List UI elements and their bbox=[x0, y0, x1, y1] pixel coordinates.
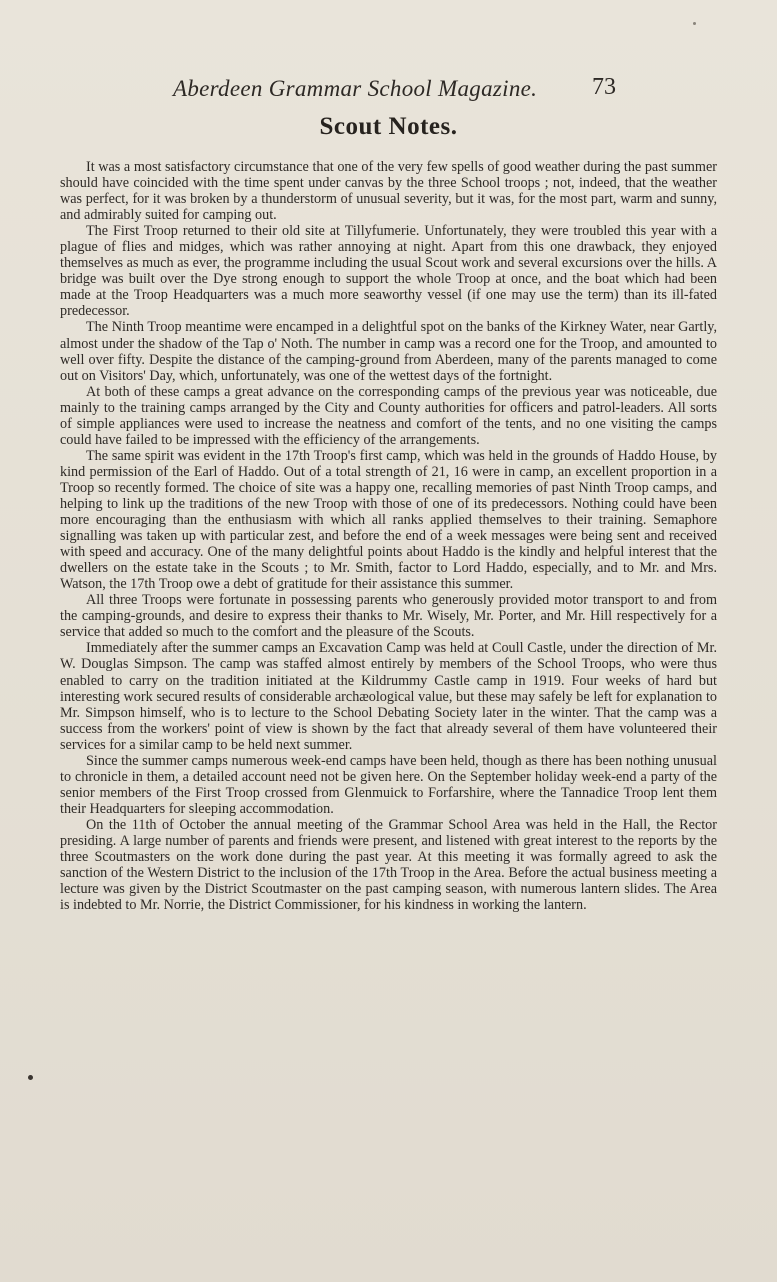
article-body bbox=[60, 159, 717, 913]
margin-mark bbox=[28, 1075, 33, 1080]
paragraph: The same spirit was evident in the 17th Troop's first camp, which was held in the grounds of Haddo House, by kind permission of the Earl of Haddo. Out of a total strength of 21, 16 were in camp, an excellent proportion in a Troop so recently formed. The choice of site was a happy one, recalling memories of past Ninth Troop camps, and helping to link up the traditions of the new Troop with those of one of its predecessors. Nothing could have been more encouraging than the enthusiasm with which all ranks applied themselves to their training. Semaphore signalling was taken up with particular zest, and before the end of a week messages were being sent and received with speed and accuracy. One of the many delightful points about Haddo is the kindly and helpful interest that the dwellers on the estate take in the Scouts ; to Mr. Smith, factor to Lord Haddo, especially, and to Mr. and Mrs. Watson, the 17th Troop owe a debt of gratitude for their assistance this summer. bbox=[60, 447, 717, 593]
paragraph: Since the summer camps numerous week-end camps have been held, though as there has been nothing unusual to chronicle in them, a detailed account need not be given here. On the September holiday week-end a party of the senior members of the First Troop crossed from Glenmuick to Forfarshire, where the Tannadice Troop lent them their Headquarters for sleeping accommodation. bbox=[60, 752, 717, 817]
paragraph: It was a most satisfactory circumstance that one of the very few spells of good weather during the past summer should have coincided with the time spent under canvas by the three School troops ; not, indeed, that the weather was perfect, for it was broken by a thunderstorm of unusual severity, but it was, for the most part, warm and sunny, and admirably suited for camping out. bbox=[60, 159, 717, 224]
page-number: 73 bbox=[592, 74, 616, 100]
paragraph: The First Troop returned to their old site at Tillyfumerie. Unfortunately, they were troubled this year with a plague of flies and midges, which was rather annoying at night. Apart from this one drawback, they enjoyed themselves as much as ever, the programme including the usual Scout work and several excursions over the hills. A bridge was built over the Dye strong enough to support the whole Troop at once, and the boat which had been made at the Troop Headquarters was a much more seaworthy vessel (if one may use the term) than its ill-fated predecessor. bbox=[60, 223, 717, 320]
paragraph: At both of these camps a great advance on the corresponding camps of the previous year was noticeable, due mainly to the training camps arranged by the City and County authorities for officers and patrol-leaders. All sorts of simple appliances were used to increase the neatness and comfort of the tents, and no one visiting the camps could have failed to be impressed with the efficiency of the arrangements. bbox=[60, 383, 717, 448]
article-title: Scout Notes. bbox=[319, 113, 458, 140]
paragraph: On the 11th of October the annual meeting of the Grammar School Area was held in the Hall, the Rector presiding. A large number of parents and friends were present, and listened with great interest to the reports by the three Scoutmasters on the work done during the past year. At this meeting it was formally agreed to ask the sanction of the Western District to the inclusion of the 17th Troop in the Area. Before the actual business meeting a lecture was given by the District Scoutmaster on the past camping season, with numerous lantern slides. The Area is indebted to Mr. Norrie, the District Commissioner, for his kindness in working the lantern. bbox=[60, 816, 717, 914]
paragraph: All three Troops were fortunate in possessing parents who generously provided motor transport to and from the camping-grounds, and desire to express their thanks to Mr. Wisely, Mr. Porter, and Mr. Hill respectively for a service that added so much to the comfort and the pleasure of the Scouts. bbox=[60, 592, 717, 641]
paper-speck bbox=[693, 22, 696, 25]
paragraph: The Ninth Troop meantime were encamped in a delightful spot on the banks of the Kirkney Water, near Gartly, almost under the shadow of the Tap o' Noth. The number in camp was a record one for the Troop, and amounted to well over fifty. Despite the distance of the camping-ground from Aberdeen, many of the parents managed to come out on Visitors' Day, which, unfortunately, was one of the wettest days of the fortnight. bbox=[60, 319, 717, 384]
running-title: Aberdeen Grammar School Magazine. bbox=[173, 76, 538, 101]
running-header bbox=[60, 72, 717, 106]
paragraph: Immediately after the summer camps an Excavation Camp was held at Coull Castle, under the direction of Mr. W. Douglas Simpson. The camp was staffed almost entirely by members of the School Troops, who were thus enabled to carry on the tradition initiated at the Kildrummy Castle camp in 1919. Four weeks of hard but interesting work secured results of considerable archæological value, but these may safely be left for explanation to Mr. Simpson himself, who is to lecture to the School Debating Society later in the winter. That the camp was a success from the workers' point of view is shown by the fact that already several of them have volunteered their services for a similar camp to be held next summer. bbox=[60, 640, 717, 753]
